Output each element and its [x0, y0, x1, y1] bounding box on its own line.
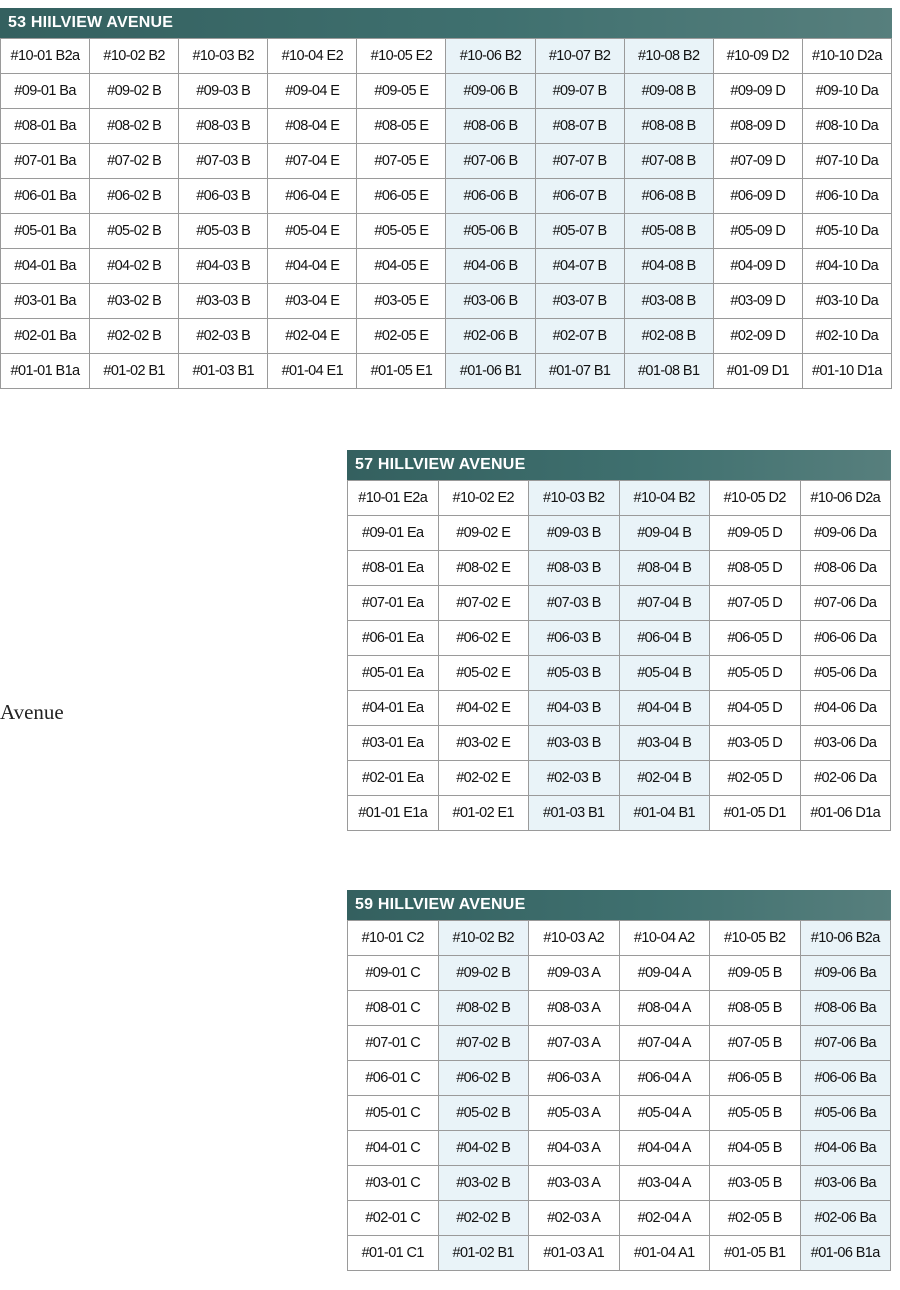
unit-cell: #05-01 Ea	[348, 656, 439, 691]
table-row	[348, 1131, 891, 1166]
unit-cell: #05-03 A	[529, 1096, 620, 1131]
unit-cell: #05-04 E	[268, 214, 357, 249]
unit-cell: #10-01 B2a	[1, 39, 90, 74]
unit-cell: #06-06 Ba	[800, 1061, 891, 1096]
unit-cell: #06-04 B	[619, 621, 710, 656]
unit-cell: #05-08 B	[624, 214, 713, 249]
unit-cell: #06-01 Ba	[1, 179, 90, 214]
side-text: Avenue	[0, 700, 64, 724]
unit-cell: #02-05 D	[710, 761, 801, 796]
unit-cell: #08-02 E	[438, 551, 529, 586]
unit-cell: #10-09 D2	[713, 39, 802, 74]
unit-cell: #01-04 E1	[268, 354, 357, 389]
unit-cell: #10-06 D2a	[800, 481, 891, 516]
unit-cell: #09-06 B	[446, 74, 535, 109]
unit-cell: #01-06 B1a	[800, 1236, 891, 1271]
unit-cell: #10-02 B2	[90, 39, 179, 74]
unit-cell: #08-07 B	[535, 109, 624, 144]
unit-cell: #01-04 B1	[619, 796, 710, 831]
unit-cell: #08-08 B	[624, 109, 713, 144]
unit-cell: #02-10 Da	[802, 319, 891, 354]
table-row	[1, 284, 892, 319]
unit-table	[347, 480, 891, 831]
table-row	[1, 74, 892, 109]
unit-cell: #09-01 C	[348, 956, 439, 991]
unit-cell: #10-08 B2	[624, 39, 713, 74]
unit-cell: #09-02 B	[438, 956, 529, 991]
unit-cell: #07-02 B	[438, 1026, 529, 1061]
unit-cell: #08-05 B	[710, 991, 801, 1026]
unit-cell: #07-08 B	[624, 144, 713, 179]
unit-cell: #09-09 D	[713, 74, 802, 109]
unit-cell: #08-04 E	[268, 109, 357, 144]
unit-cell: #05-07 B	[535, 214, 624, 249]
unit-cell: #03-06 Ba	[800, 1166, 891, 1201]
unit-cell: #09-04 A	[619, 956, 710, 991]
unit-cell: #04-08 B	[624, 249, 713, 284]
unit-cell: #03-03 B	[179, 284, 268, 319]
unit-cell: #09-03 B	[179, 74, 268, 109]
unit-cell: #04-04 A	[619, 1131, 710, 1166]
unit-cell: #02-09 D	[713, 319, 802, 354]
unit-cell: #01-02 E1	[438, 796, 529, 831]
unit-cell: #08-03 B	[179, 109, 268, 144]
unit-cell: #02-04 B	[619, 761, 710, 796]
table-row	[348, 691, 891, 726]
unit-cell: #02-03 B	[179, 319, 268, 354]
unit-cell: #03-06 Da	[800, 726, 891, 761]
unit-cell: #02-04 E	[268, 319, 357, 354]
unit-cell: #08-01 Ea	[348, 551, 439, 586]
unit-cell: #04-02 B	[438, 1131, 529, 1166]
unit-cell: #06-02 E	[438, 621, 529, 656]
unit-cell: #04-06 Da	[800, 691, 891, 726]
unit-cell: #06-09 D	[713, 179, 802, 214]
unit-cell: #05-04 A	[619, 1096, 710, 1131]
unit-cell: #06-06 B	[446, 179, 535, 214]
unit-cell: #10-06 B2a	[800, 921, 891, 956]
unit-cell: #10-07 B2	[535, 39, 624, 74]
unit-cell: #01-04 A1	[619, 1236, 710, 1271]
table-row	[1, 39, 892, 74]
unit-cell: #03-02 E	[438, 726, 529, 761]
unit-cell: #01-02 B1	[438, 1236, 529, 1271]
unit-cell: #05-06 Da	[800, 656, 891, 691]
unit-cell: #06-01 C	[348, 1061, 439, 1096]
unit-cell: #04-03 B	[529, 691, 620, 726]
table-row	[348, 586, 891, 621]
unit-cell: #04-09 D	[713, 249, 802, 284]
table-row	[1, 109, 892, 144]
unit-cell: #07-03 A	[529, 1026, 620, 1061]
unit-cell: #04-06 Ba	[800, 1131, 891, 1166]
unit-cell: #09-10 Da	[802, 74, 891, 109]
table-row	[348, 956, 891, 991]
unit-cell: #02-06 B	[446, 319, 535, 354]
unit-cell: #02-06 Ba	[800, 1201, 891, 1236]
unit-cell: #10-02 B2	[438, 921, 529, 956]
unit-cell: #05-03 B	[529, 656, 620, 691]
unit-cell: #07-04 B	[619, 586, 710, 621]
unit-cell: #09-08 B	[624, 74, 713, 109]
unit-cell: #05-02 B	[438, 1096, 529, 1131]
unit-cell: #07-04 A	[619, 1026, 710, 1061]
unit-cell: #01-03 B1	[529, 796, 620, 831]
unit-cell: #04-05 B	[710, 1131, 801, 1166]
unit-cell: #03-03 A	[529, 1166, 620, 1201]
table-row	[1, 179, 892, 214]
unit-cell: #04-03 A	[529, 1131, 620, 1166]
unit-cell: #08-02 B	[438, 991, 529, 1026]
unit-cell: #09-06 Da	[800, 516, 891, 551]
unit-cell: #06-05 D	[710, 621, 801, 656]
unit-cell: #06-08 B	[624, 179, 713, 214]
unit-cell: #04-01 Ba	[1, 249, 90, 284]
unit-cell: #07-03 B	[179, 144, 268, 179]
unit-cell: #02-01 Ba	[1, 319, 90, 354]
unit-cell: #02-05 B	[710, 1201, 801, 1236]
table-row	[1, 214, 892, 249]
unit-cell: #08-02 B	[90, 109, 179, 144]
unit-cell: #02-03 A	[529, 1201, 620, 1236]
table-row	[348, 1201, 891, 1236]
unit-cell: #09-05 E	[357, 74, 446, 109]
unit-cell: #01-08 B1	[624, 354, 713, 389]
unit-cell: #10-03 A2	[529, 921, 620, 956]
unit-cell: #01-01 B1a	[1, 354, 90, 389]
table-row	[1, 249, 892, 284]
unit-cell: #02-03 B	[529, 761, 620, 796]
unit-cell: #04-10 Da	[802, 249, 891, 284]
table-row	[348, 726, 891, 761]
unit-cell: #06-02 B	[438, 1061, 529, 1096]
unit-cell: #07-09 D	[713, 144, 802, 179]
unit-cell: #05-05 E	[357, 214, 446, 249]
unit-cell: #01-10 D1a	[802, 354, 891, 389]
unit-cell: #05-03 B	[179, 214, 268, 249]
unit-cell: #04-03 B	[179, 249, 268, 284]
unit-cell: #05-10 Da	[802, 214, 891, 249]
unit-cell: #02-02 B	[90, 319, 179, 354]
unit-cell: #06-06 Da	[800, 621, 891, 656]
unit-table	[347, 920, 891, 1271]
unit-cell: #10-06 B2	[446, 39, 535, 74]
unit-cell: #01-06 D1a	[800, 796, 891, 831]
table-row	[348, 656, 891, 691]
table-row	[348, 1061, 891, 1096]
unit-cell: #05-06 B	[446, 214, 535, 249]
unit-cell: #03-05 B	[710, 1166, 801, 1201]
table-row	[348, 516, 891, 551]
unit-cell: #09-06 Ba	[800, 956, 891, 991]
unit-cell: #03-02 B	[90, 284, 179, 319]
unit-cell: #02-08 B	[624, 319, 713, 354]
table-row	[1, 144, 892, 179]
unit-cell: #07-02 B	[90, 144, 179, 179]
unit-cell: #06-01 Ea	[348, 621, 439, 656]
unit-cell: #01-02 B1	[90, 354, 179, 389]
unit-cell: #07-06 Da	[800, 586, 891, 621]
unit-cell: #09-07 B	[535, 74, 624, 109]
unit-cell: #03-01 Ba	[1, 284, 90, 319]
unit-cell: #08-03 B	[529, 551, 620, 586]
unit-cell: #08-09 D	[713, 109, 802, 144]
unit-cell: #05-01 Ba	[1, 214, 90, 249]
unit-cell: #03-09 D	[713, 284, 802, 319]
unit-cell: #02-02 E	[438, 761, 529, 796]
unit-cell: #06-04 A	[619, 1061, 710, 1096]
unit-cell: #07-05 B	[710, 1026, 801, 1061]
unit-cell: #01-03 A1	[529, 1236, 620, 1271]
unit-cell: #09-03 B	[529, 516, 620, 551]
unit-cell: #02-02 B	[438, 1201, 529, 1236]
unit-cell: #03-04 B	[619, 726, 710, 761]
unit-cell: #08-01 C	[348, 991, 439, 1026]
unit-cell: #10-01 E2a	[348, 481, 439, 516]
block-59-hillview	[347, 890, 891, 1271]
unit-cell: #04-01 C	[348, 1131, 439, 1166]
unit-cell: #06-02 B	[90, 179, 179, 214]
unit-cell: #02-04 A	[619, 1201, 710, 1236]
unit-cell: #04-07 B	[535, 249, 624, 284]
unit-cell: #05-02 B	[90, 214, 179, 249]
unit-cell: #09-01 Ba	[1, 74, 90, 109]
unit-cell: #05-02 E	[438, 656, 529, 691]
unit-cell: #06-03 B	[179, 179, 268, 214]
unit-cell: #07-06 Ba	[800, 1026, 891, 1061]
unit-cell: #06-05 B	[710, 1061, 801, 1096]
unit-cell: #07-02 E	[438, 586, 529, 621]
unit-cell: #10-10 D2a	[802, 39, 891, 74]
unit-cell: #09-02 E	[438, 516, 529, 551]
unit-cell: #05-05 D	[710, 656, 801, 691]
unit-cell: #08-05 D	[710, 551, 801, 586]
unit-cell: #08-01 Ba	[1, 109, 90, 144]
unit-cell: #05-04 B	[619, 656, 710, 691]
unit-cell: #03-01 C	[348, 1166, 439, 1201]
unit-cell: #04-02 B	[90, 249, 179, 284]
unit-cell: #03-01 Ea	[348, 726, 439, 761]
unit-cell: #09-01 Ea	[348, 516, 439, 551]
unit-cell: #10-04 E2	[268, 39, 357, 74]
unit-cell: #01-09 D1	[713, 354, 802, 389]
unit-cell: #10-01 C2	[348, 921, 439, 956]
unit-cell: #09-04 E	[268, 74, 357, 109]
unit-cell: #05-06 Ba	[800, 1096, 891, 1131]
unit-cell: #08-06 Ba	[800, 991, 891, 1026]
table-row	[1, 354, 892, 389]
unit-cell: #10-02 E2	[438, 481, 529, 516]
unit-cell: #01-07 B1	[535, 354, 624, 389]
unit-cell: #04-01 Ea	[348, 691, 439, 726]
unit-cell: #04-05 D	[710, 691, 801, 726]
table-row	[348, 1166, 891, 1201]
table-row	[348, 1026, 891, 1061]
unit-cell: #10-03 B2	[529, 481, 620, 516]
unit-cell: #07-04 E	[268, 144, 357, 179]
unit-cell: #08-04 A	[619, 991, 710, 1026]
unit-cell: #07-05 D	[710, 586, 801, 621]
unit-cell: #04-04 E	[268, 249, 357, 284]
unit-cell: #07-03 B	[529, 586, 620, 621]
unit-cell: #01-01 E1a	[348, 796, 439, 831]
table-row	[348, 991, 891, 1026]
unit-cell: #09-04 B	[619, 516, 710, 551]
unit-table	[0, 38, 892, 389]
unit-cell: #10-03 B2	[179, 39, 268, 74]
table-row	[1, 319, 892, 354]
unit-cell: #09-05 D	[710, 516, 801, 551]
unit-cell: #06-07 B	[535, 179, 624, 214]
unit-cell: #10-05 B2	[710, 921, 801, 956]
unit-cell: #01-06 B1	[446, 354, 535, 389]
block-57-hillview	[347, 450, 891, 831]
unit-cell: #05-01 C	[348, 1096, 439, 1131]
unit-cell: #06-03 A	[529, 1061, 620, 1096]
unit-cell: #08-10 Da	[802, 109, 891, 144]
block-title: 59 HILLVIEW AVENUE	[347, 890, 891, 920]
unit-cell: #01-05 E1	[357, 354, 446, 389]
table-row	[348, 1236, 891, 1271]
unit-cell: #03-05 E	[357, 284, 446, 319]
block-title: 53 HIILVIEW AVENUE	[0, 8, 892, 38]
unit-cell: #04-04 B	[619, 691, 710, 726]
unit-cell: #06-10 Da	[802, 179, 891, 214]
unit-cell: #08-06 B	[446, 109, 535, 144]
unit-cell: #08-05 E	[357, 109, 446, 144]
unit-cell: #01-03 B1	[179, 354, 268, 389]
unit-cell: #06-03 B	[529, 621, 620, 656]
unit-cell: #05-05 B	[710, 1096, 801, 1131]
unit-cell: #08-06 Da	[800, 551, 891, 586]
unit-cell: #09-03 A	[529, 956, 620, 991]
unit-cell: #07-01 Ba	[1, 144, 90, 179]
unit-cell: #01-01 C1	[348, 1236, 439, 1271]
unit-cell: #05-09 D	[713, 214, 802, 249]
unit-cell: #07-10 Da	[802, 144, 891, 179]
table-row	[348, 1096, 891, 1131]
unit-cell: #10-05 E2	[357, 39, 446, 74]
table-row	[348, 761, 891, 796]
unit-cell: #04-05 E	[357, 249, 446, 284]
unit-cell: #06-05 E	[357, 179, 446, 214]
unit-cell: #08-03 A	[529, 991, 620, 1026]
unit-cell: #04-02 E	[438, 691, 529, 726]
unit-cell: #07-05 E	[357, 144, 446, 179]
unit-cell: #03-02 B	[438, 1166, 529, 1201]
unit-cell: #06-04 E	[268, 179, 357, 214]
unit-cell: #09-02 B	[90, 74, 179, 109]
unit-cell: #03-07 B	[535, 284, 624, 319]
block-53-hillview	[0, 8, 892, 389]
unit-cell: #01-05 D1	[710, 796, 801, 831]
unit-cell: #03-04 E	[268, 284, 357, 319]
unit-cell: #03-08 B	[624, 284, 713, 319]
unit-cell: #07-01 C	[348, 1026, 439, 1061]
block-title: 57 HILLVIEW AVENUE	[347, 450, 891, 480]
unit-cell: #04-06 B	[446, 249, 535, 284]
unit-cell: #07-06 B	[446, 144, 535, 179]
unit-cell: #07-07 B	[535, 144, 624, 179]
unit-cell: #03-04 A	[619, 1166, 710, 1201]
unit-cell: #02-01 Ea	[348, 761, 439, 796]
table-row	[348, 796, 891, 831]
unit-cell: #02-01 C	[348, 1201, 439, 1236]
unit-cell: #01-05 B1	[710, 1236, 801, 1271]
unit-cell: #07-01 Ea	[348, 586, 439, 621]
unit-cell: #10-04 A2	[619, 921, 710, 956]
unit-cell: #08-04 B	[619, 551, 710, 586]
unit-cell: #02-05 E	[357, 319, 446, 354]
unit-cell: #02-07 B	[535, 319, 624, 354]
table-row	[348, 921, 891, 956]
table-row	[348, 481, 891, 516]
unit-cell: #02-06 Da	[800, 761, 891, 796]
unit-cell: #10-04 B2	[619, 481, 710, 516]
table-row	[348, 621, 891, 656]
table-row	[348, 551, 891, 586]
unit-cell: #03-10 Da	[802, 284, 891, 319]
unit-cell: #03-05 D	[710, 726, 801, 761]
unit-cell: #10-05 D2	[710, 481, 801, 516]
unit-cell: #03-06 B	[446, 284, 535, 319]
unit-cell: #03-03 B	[529, 726, 620, 761]
unit-cell: #09-05 B	[710, 956, 801, 991]
